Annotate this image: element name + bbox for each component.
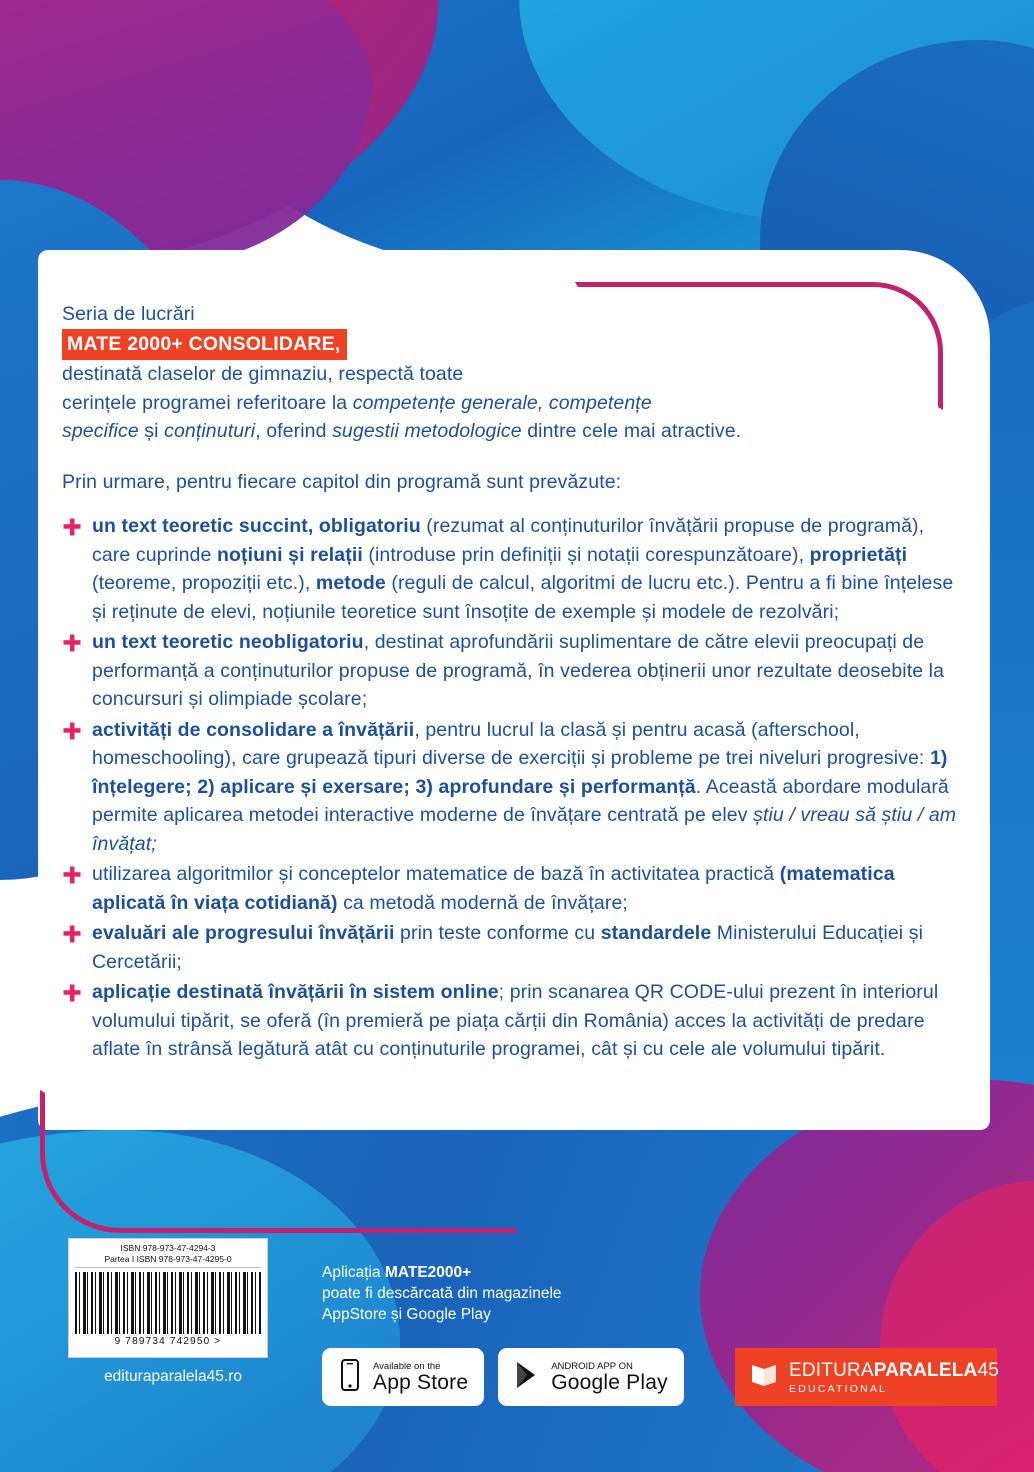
barcode-block xyxy=(68,1238,268,1358)
plus-icon xyxy=(62,983,82,1003)
feature-bullet-list xyxy=(62,512,962,1064)
text-segment: standardele xyxy=(600,922,712,944)
app-info-line-3: AppStore și Google Play xyxy=(322,1306,491,1323)
series-line-4-emph-3: sugestii metodologice xyxy=(332,420,522,442)
isbn-lines xyxy=(75,1243,261,1268)
publisher-website[interactable]: edituraparalela45.ro xyxy=(104,1368,242,1385)
feature-bullet xyxy=(62,716,962,859)
feature-bullet xyxy=(62,512,962,626)
app-info-line-2: poate fi descărcată din magazinele xyxy=(322,1285,562,1302)
feature-bullet xyxy=(62,978,962,1064)
plus-icon xyxy=(62,517,82,537)
feature-bullet-text xyxy=(92,515,953,623)
decorative-stroke-bottom-left xyxy=(40,1090,518,1233)
series-line-4-emph-1: specifice xyxy=(62,420,139,442)
feature-bullet-text xyxy=(92,922,923,973)
text-segment: un text teoretic succint, obligatoriu xyxy=(92,515,421,537)
appstore-badge[interactable] xyxy=(322,1348,484,1406)
isbn-line-1: ISBN 978-973-47-4294-3 xyxy=(120,1243,216,1253)
text-segment: evaluări ale progresului învățării xyxy=(92,922,395,944)
googleplay-badge[interactable] xyxy=(498,1348,684,1406)
app-info-line-1-prefix: Aplicația xyxy=(322,1264,385,1281)
text-segment: activități de consolidare a învățării xyxy=(92,718,415,741)
text-segment: (introduse prin definiții și notații corespunzătoare), xyxy=(362,543,810,566)
feature-bullet-text xyxy=(92,631,944,710)
series-line-3-emph: competențe generale, competențe xyxy=(352,391,652,414)
text-segment: Ministerului Educației și Cercetării; xyxy=(92,922,924,973)
text-segment: prin teste conforme cu xyxy=(394,922,601,944)
app-info-text xyxy=(322,1262,562,1325)
text-segment: (reguli de calcul, algoritmi de lucru etc.). Pentru a fi bine înțelese și reținute de elevi, noțiunile teoretice sunt însoțite de exemple și modele de rezolvări; xyxy=(92,572,954,623)
text-segment: (matematica aplicată în viața cotidiană) xyxy=(92,863,895,914)
text-segment: noțiuni și relații xyxy=(216,543,363,566)
googleplay-sub: ANDROID APP ON xyxy=(551,1360,633,1372)
feature-bullet-text xyxy=(92,981,938,1060)
cover-text-block xyxy=(62,300,962,1066)
appstore-label xyxy=(373,1361,468,1394)
store-badges xyxy=(322,1348,684,1406)
feature-bullet xyxy=(62,919,962,976)
feature-bullet xyxy=(62,860,962,917)
publisher-text xyxy=(789,1360,999,1395)
google-play-icon xyxy=(514,1360,540,1395)
app-name: MATE2000+ xyxy=(384,1264,472,1281)
plus-icon xyxy=(62,924,82,944)
text-segment: proprietăți xyxy=(809,543,908,566)
feature-bullet-text xyxy=(92,719,956,855)
series-line-3-text: cerințele programei referitoare la xyxy=(62,391,353,414)
intro-line: Prin urmare, pentru fiecare capitol din programă sunt prevăzute: xyxy=(62,470,622,493)
text-segment: aplicație destinată învățării în sistem online xyxy=(92,981,499,1003)
series-line-4-text-1: și xyxy=(138,420,165,442)
text-segment: metode xyxy=(315,572,386,594)
text-segment: ; prin scanarea QR CODE-ului prezent în interiorul volumului tipărit, se oferă (în premieră pe piața cărții din România) acces la activități de predare aflate în strânsă legătură atât cu conținuturile programei, cât și cu cele ale volumului tipărit. xyxy=(92,981,939,1060)
publisher-name-thin: EDITURA xyxy=(789,1359,874,1381)
apple-icon xyxy=(338,1358,362,1397)
series-line-3 xyxy=(62,389,962,418)
publisher-name xyxy=(789,1360,999,1381)
text-segment: ca metodă modernă de învățare; xyxy=(337,891,628,914)
text-segment: utilizarea algoritmilor și conceptelor matematice de bază în activitatea practică xyxy=(92,863,780,885)
appstore-sub: Available on the xyxy=(373,1360,441,1372)
spacer xyxy=(62,446,962,468)
barcode-digits: 9 789734 742950 > xyxy=(114,1336,222,1347)
series-intro-line: Seria de lucrări xyxy=(62,303,195,325)
googleplay-main: Google Play xyxy=(551,1370,668,1394)
barcode-bars xyxy=(75,1272,261,1334)
text-segment: , pentru lucrul la clasă și pentru acasă (afterschool, homeschooling), care grupează tipuri diverse de exerciții și probleme pe trei niveluri progresive: xyxy=(92,718,930,769)
feature-bullet-text xyxy=(92,863,895,914)
publisher-name-bold: PARALELA xyxy=(873,1359,978,1381)
plus-icon xyxy=(62,721,82,741)
googleplay-label xyxy=(551,1361,668,1394)
text-segment: un text teoretic neobligatoriu xyxy=(92,631,364,653)
appstore-main: App Store xyxy=(373,1370,469,1394)
text-segment: 1) înțelegere; 2) aplicare și exersare; 3) aprofundare și performanță xyxy=(92,747,948,798)
series-line-4-text-3: dintre cele mai atractive. xyxy=(521,420,742,442)
text-segment: , destinat aprofundării suplimentare de către elevii preocupați de performanță a conținuturilor propuse de programă, în vederea obținerii unor rezultate deosebite la concursuri și olimpiade școlare; xyxy=(92,631,945,710)
app-info-line-1 xyxy=(322,1262,562,1283)
series-badge: MATE 2000+ CONSOLIDARE, xyxy=(62,329,347,361)
series-badge-line xyxy=(62,329,962,361)
series-line-4-text-2: , oferind xyxy=(255,420,333,442)
text-segment: . Această abordare modulară permite aplicarea metodei interactive moderne de învățare centrată pe elev xyxy=(92,775,949,826)
isbn-line-2: Partea I ISBN 978-973-47-4295-0 xyxy=(104,1254,232,1264)
publisher-logo xyxy=(735,1348,997,1406)
plus-icon xyxy=(62,633,82,653)
series-line-4-emph-2: conținuturi xyxy=(164,420,256,442)
text-segment: (rezumat al conținuturilor învățării propuse de programă), care cuprinde xyxy=(92,515,925,566)
publisher-subtitle: EDUCATIONAL xyxy=(789,1382,888,1395)
plus-icon xyxy=(62,865,82,885)
text-segment: știu / vreau să știu / am învățat; xyxy=(92,804,957,855)
feature-bullet xyxy=(62,628,962,714)
book-icon xyxy=(749,1360,779,1395)
series-line-2: destinată claselor de gimnaziu, respectă toate xyxy=(62,363,464,385)
series-line-4 xyxy=(62,417,962,446)
text-segment: (teoreme, propoziții etc.), xyxy=(92,572,316,594)
publisher-name-number: 45 xyxy=(977,1359,999,1381)
